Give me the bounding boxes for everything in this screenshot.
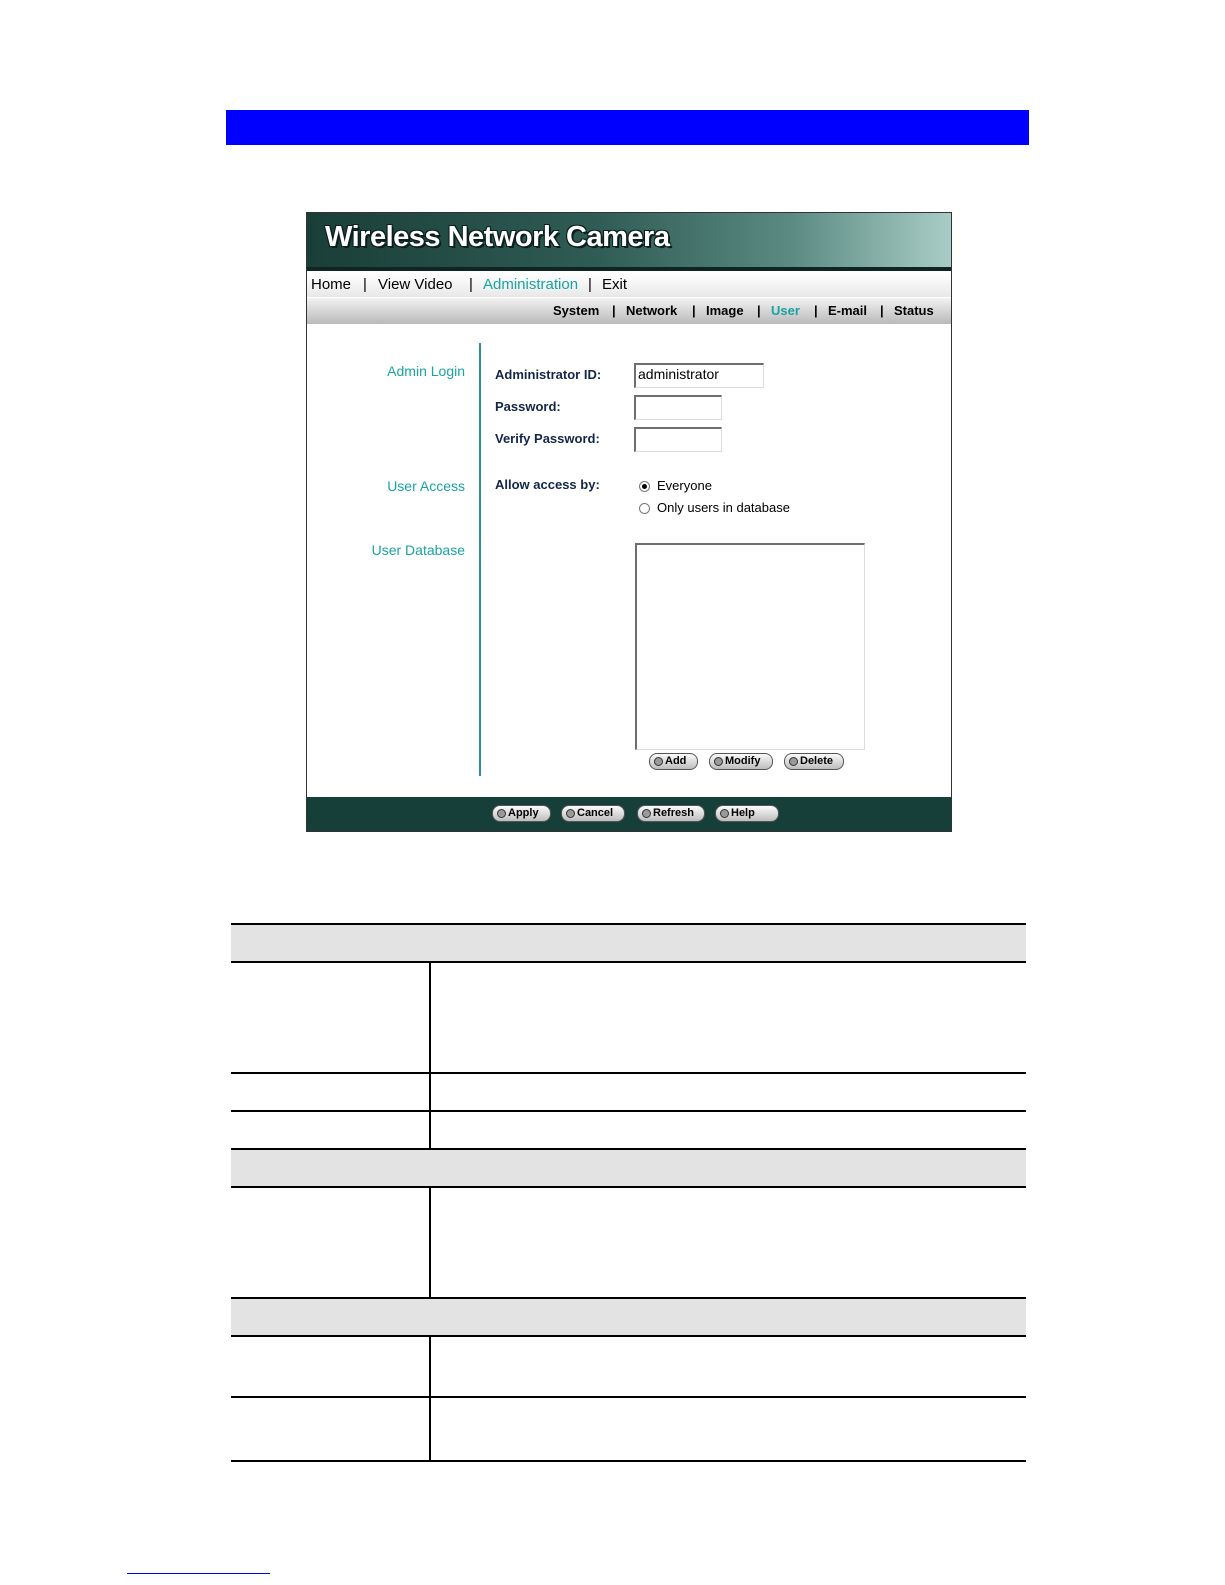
nav-exit[interactable]: Exit	[602, 276, 628, 293]
camera-admin-screenshot	[306, 212, 952, 832]
button-dot-icon	[566, 809, 575, 818]
button-dot-icon	[789, 757, 798, 766]
table-bottom-rule	[231, 1460, 1026, 1462]
button-dot-icon	[720, 809, 729, 818]
help-button[interactable]: Help	[715, 805, 779, 822]
table-row	[231, 961, 1026, 1074]
refresh-button[interactable]: Refresh	[637, 805, 705, 822]
table-row	[231, 1072, 1026, 1112]
delete-user-button[interactable]: Delete	[784, 753, 844, 770]
action-bar	[307, 797, 951, 831]
section-user-database: User Database	[371, 542, 465, 558]
radio-database-only[interactable]	[639, 503, 650, 514]
subnav-status[interactable]: Status	[894, 303, 934, 318]
admin-id-input[interactable]: administrator	[634, 363, 764, 388]
subnav-system[interactable]: System	[553, 303, 600, 318]
cancel-button[interactable]: Cancel	[561, 805, 625, 822]
subnav-user[interactable]: User	[771, 303, 800, 318]
button-dot-icon	[714, 757, 723, 766]
section-divider	[479, 343, 481, 776]
button-dot-icon	[497, 809, 506, 818]
verify-password-label: Verify Password:	[495, 431, 600, 446]
radio-everyone[interactable]	[639, 481, 650, 492]
main-nav: Home | View Video | Administration | Exit	[307, 273, 951, 297]
sub-nav: System | Network | Image | User | E-mail | Status	[307, 298, 951, 324]
apply-button[interactable]: Apply	[492, 805, 551, 822]
nav-administration[interactable]: Administration	[483, 276, 579, 293]
button-dot-icon	[654, 757, 663, 766]
subnav-image[interactable]: Image	[706, 303, 744, 318]
subnav-email[interactable]: E-mail	[828, 303, 868, 318]
subnav-network[interactable]: Network	[626, 303, 678, 318]
verify-password-input[interactable]	[634, 427, 722, 452]
footer-link-underline	[127, 1573, 270, 1574]
table-section-row	[231, 1148, 1026, 1188]
admin-id-label: Administrator ID:	[495, 367, 602, 382]
nav-home[interactable]: Home	[311, 276, 352, 293]
app-title: Wireless Network Camera	[325, 221, 670, 253]
table-row	[231, 1335, 1026, 1398]
button-dot-icon	[642, 809, 651, 818]
table-row	[231, 1396, 1026, 1460]
user-database-list[interactable]	[635, 543, 865, 750]
add-user-button[interactable]: Add	[649, 753, 698, 770]
modify-user-button[interactable]: Modify	[709, 753, 773, 770]
radio-everyone-label: Everyone	[657, 478, 712, 493]
section-user-access: User Access	[387, 478, 465, 494]
nav-view-video[interactable]: View Video	[378, 276, 453, 293]
allow-access-label: Allow access by:	[495, 477, 600, 492]
table-row	[231, 1186, 1026, 1299]
table-row	[231, 1110, 1026, 1150]
table-section-row	[231, 923, 1026, 963]
radio-database-only-label: Only users in database	[657, 500, 790, 515]
page-header-bar	[226, 110, 1029, 145]
app-banner	[307, 213, 951, 271]
password-label: Password:	[495, 399, 561, 414]
password-input[interactable]	[634, 395, 722, 420]
section-admin-login: Admin Login	[387, 363, 465, 379]
table-section-row	[231, 1297, 1026, 1337]
